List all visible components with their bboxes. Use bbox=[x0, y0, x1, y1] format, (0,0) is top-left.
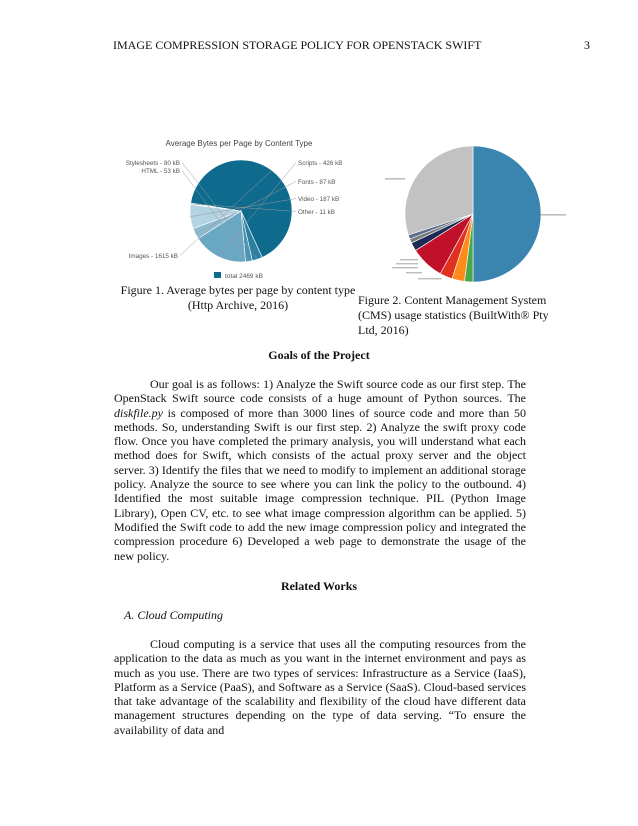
chart2-label-mark bbox=[396, 263, 418, 264]
goals-text-end: is composed of more than 3000 lines of source code and more than 50 methods. So, understanding Swift is our first step. 2) Analyze the swift proxy code flow. Once you have completed the primary analysis, you will understand what each method does for Swift, which consists of the actual proxy server and the object server. 3) Identify the files that we need to modify to implement an additional storage policy. Analyze the source to see where you can link the policy to the outbound. 4) Identified the most suitable image compression technique. PIL (Python Image Library), Open CV, etc. to see what image compression algorithm can be applied. 5) Modified the Swift code to add the new image compression policy and integrated the compression procedure 6) Developed a web page to demonstrate the usage of the new policy. bbox=[114, 405, 526, 563]
chart1-legend-label: total 2469 kB bbox=[225, 273, 263, 280]
goals-text-start: Our goal is as follows: 1) Analyze the Swift source code as our first step. The OpenStack Swift source code consists of a huge amount of Python sources. The bbox=[114, 377, 526, 406]
page-number: 3 bbox=[584, 38, 590, 52]
chart2-label-mark bbox=[392, 267, 418, 268]
goals-filename: diskfile.py bbox=[114, 405, 163, 420]
figure-1-pie-chart bbox=[110, 133, 360, 283]
pie-label-html: HTML - 53 kB bbox=[141, 168, 180, 175]
chart2-slices bbox=[405, 146, 541, 282]
goals-paragraph bbox=[114, 377, 526, 563]
chart2-label-mark bbox=[406, 272, 422, 273]
cloud-computing-text: Cloud computing is a service that uses all the computing resources from the application to the data as much as you want in the internet environment and pays as much as you use. There are two types of services: Infrastructure as a Service (IaaS), Platform as a Service (PaaS), and Software as a Service (SaaS). Cloud-based services that take advantage of the scalability and flexibility of the cloud have different data management structures depending on the type of data serving. “To ensure the availability of data and bbox=[114, 637, 526, 737]
figure-2-caption: Figure 2. Content Management System (CMS) usage statistics (BuiltWith® Pty Ltd, 2016) bbox=[358, 293, 549, 337]
figure-2-pie-chart bbox=[378, 140, 583, 290]
chart2-label-mark bbox=[385, 178, 405, 180]
cloud-computing-paragraph bbox=[114, 637, 526, 737]
pie-label-stylesheets: Stylesheets - 80 kB bbox=[125, 160, 180, 167]
related-works-heading: Related Works bbox=[280, 579, 358, 593]
figure-1-caption: Figure 1. Average bytes per page by content type (Http Archive, 2016) bbox=[120, 283, 356, 312]
pie-label-scripts: Scripts - 426 kB bbox=[298, 160, 343, 167]
goals-heading: Goals of the Project bbox=[268, 348, 370, 362]
pie-label-video: Video - 187 kB bbox=[298, 196, 340, 203]
pie-slice-0 bbox=[473, 146, 541, 282]
pie-label-fonts: Fonts - 87 kB bbox=[298, 179, 336, 186]
pie-label-other: Other - 11 kB bbox=[298, 209, 335, 216]
pie-label-images: Images - 1615 kB bbox=[128, 253, 178, 260]
chart1-legend-swatch bbox=[214, 272, 221, 278]
chart2-label-mark bbox=[400, 259, 418, 260]
chart2-label-mark bbox=[540, 214, 566, 216]
chart1-slices bbox=[190, 160, 292, 262]
running-head: IMAGE COMPRESSION STORAGE POLICY FOR OPENSTACK SWIFT bbox=[113, 38, 482, 52]
chart2-label-mark bbox=[418, 278, 442, 279]
cloud-computing-subheading: A. Cloud Computing bbox=[124, 608, 224, 622]
chart1-title: Average Bytes per Page by Content Type bbox=[165, 139, 313, 148]
